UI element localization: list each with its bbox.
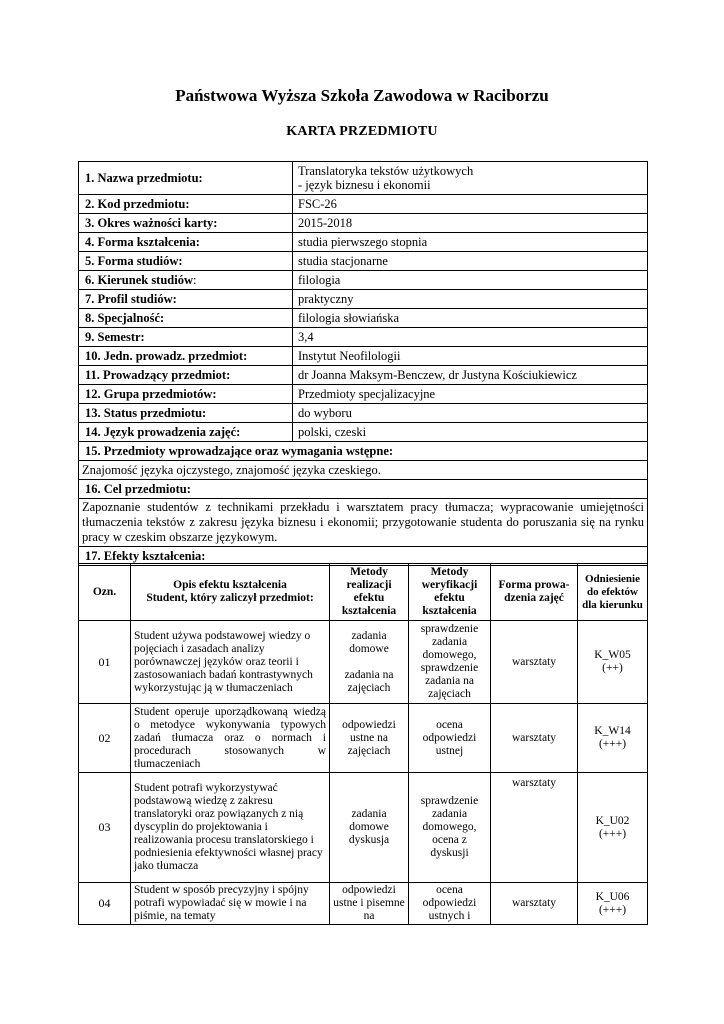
info-label: [79, 271, 293, 290]
info-value: do wyboru: [293, 404, 648, 423]
col-opis-line2: Student, który zaliczył przedmiot:: [146, 592, 314, 604]
effect-odniesienie: [578, 704, 648, 773]
info-label: 7. Profil studiów:: [79, 290, 293, 309]
effect-odniesienie: [578, 621, 648, 704]
info-label: 2. Kod przedmiotu:: [79, 195, 293, 214]
effect-weryfikacja: sprawdzenie zadania domowego, sprawdzenie zadania na zajęciach: [409, 621, 491, 704]
course-name-line2: - język biznesu i ekonomii: [298, 178, 431, 192]
info-label: 1. Nazwa przedmiotu:: [79, 162, 293, 195]
goal-heading: 16. Cel przedmiotu:: [79, 480, 648, 499]
effect-opis: Student potrafi wykorzystywać podstawową wiedzę z zakresu translatoryki oraz powiązanych z nią dyscyplin do projektowania i realizowania procesu translatorskiego i podniesienia efektywności własnej pracy jako tłumacza: [131, 773, 330, 883]
info-label: 4. Forma kształcenia:: [79, 233, 293, 252]
goal-heading-row: [79, 480, 648, 499]
info-row: [79, 385, 648, 404]
effect-opis: Student operuje uporządkowaną wiedzą o metodyce wykonywania typowych zadań tłumacza oraz o normach i procedurach stosowanych w tłumaczeniach: [131, 704, 330, 773]
info-value: filologia słowiańska: [293, 309, 648, 328]
effect-realizacja: zadania domowe dyskusja: [330, 773, 409, 883]
info-value: studia pierwszego stopnia: [293, 233, 648, 252]
info-row-name: [79, 162, 648, 195]
info-row: [79, 252, 648, 271]
effect-ozn: 03: [79, 773, 131, 883]
info-label: 11. Prowadzący przedmiot:: [79, 366, 293, 385]
col-odniesienie: Odniesienie do efektów dla kierunku: [578, 564, 648, 621]
info-row: [79, 366, 648, 385]
effect-odn-code: K_W05: [594, 649, 631, 661]
effects-header-row: [79, 564, 648, 621]
effect-row: [79, 773, 648, 883]
effect-weryfikacja: ocena odpowiedzi ustnych i: [409, 883, 491, 925]
institution-name: Państwowa Wyższa Szkoła Zawodowa w Raciborzu: [175, 86, 549, 105]
info-row: [79, 195, 648, 214]
info-row: [79, 233, 648, 252]
effect-forma: warsztaty: [491, 773, 578, 883]
prereq-heading-row: [79, 442, 648, 461]
prereq-text-row: [79, 461, 648, 480]
info-value: FSC-26: [293, 195, 648, 214]
info-value: Instytut Neofilologii: [293, 347, 648, 366]
effect-realizacja: zadania domowe zadania na zajęciach: [330, 621, 409, 704]
info-label: 8. Specjalność:: [79, 309, 293, 328]
effect-odn-code: K_W14: [594, 725, 631, 737]
goal-text-row: [79, 499, 648, 547]
col-forma: Forma prowa-dzenia zajęć: [491, 564, 578, 621]
info-value: polski, czeski: [293, 423, 648, 442]
effect-opis: Student w sposób precyzyjny i spójny potrafi wypowiadać się w mowie i na piśmie, na tematy: [131, 883, 330, 925]
info-label: 12. Grupa przedmiotów:: [79, 385, 293, 404]
course-name-line1: Translatoryka tekstów użytkowych: [298, 164, 474, 178]
effects-table: [78, 563, 648, 925]
effect-ozn: 02: [79, 704, 131, 773]
document-title: KARTA PRZEDMIOTU: [286, 124, 438, 139]
info-value: 2015-2018: [293, 214, 648, 233]
info-row: [79, 423, 648, 442]
effect-weryfikacja: ocena odpowiedzi ustnej: [409, 704, 491, 773]
effect-odniesienie: [578, 883, 648, 925]
info-row: [79, 404, 648, 423]
effect-forma: warsztaty: [491, 883, 578, 925]
info-label-suffix: :: [193, 273, 197, 287]
effect-forma: warsztaty: [491, 621, 578, 704]
effect-odn-code: K_U06: [595, 890, 630, 903]
info-label: 14. Język prowadzenia zajęć:: [79, 423, 293, 442]
effect-odn-level: (+++): [598, 903, 627, 916]
info-value: dr Joanna Maksym-Benczew, dr Justyna Kościukiewicz: [293, 366, 648, 385]
effect-odniesienie: [578, 773, 648, 883]
info-value: praktyczny: [293, 290, 648, 309]
prereq-heading: 15. Przedmioty wprowadzające oraz wymagania wstępne:: [79, 442, 648, 461]
info-row: [79, 214, 648, 233]
effect-odn-level: (+++): [598, 827, 627, 840]
info-label: 3. Okres ważności karty:: [79, 214, 293, 233]
effect-odn-code: K_U02: [595, 814, 630, 827]
effect-odn-level: (++): [602, 662, 623, 674]
effects-heading: 17. Efekty kształcenia:: [79, 547, 648, 566]
col-metody-realizacji: Metody realizacji efektu kształcenia: [330, 564, 409, 621]
info-label-text: 6. Kierunek studiów: [85, 273, 194, 287]
info-row: [79, 290, 648, 309]
info-label: 13. Status przedmiotu:: [79, 404, 293, 423]
effect-realizacja: odpowiedzi ustne i pisemne na: [330, 883, 409, 925]
effect-ozn: 01: [79, 621, 131, 704]
effect-forma: warsztaty: [491, 704, 578, 773]
info-row: [79, 271, 648, 290]
info-label: 10. Jedn. prowadz. przedmiot:: [79, 347, 293, 366]
col-opis-line1: Opis efektu kształcenia: [173, 579, 287, 591]
effect-odn-level: (+++): [598, 738, 627, 750]
col-metody-weryfikacji: Metody weryfikacji efektu kształcenia: [409, 564, 491, 621]
effect-realizacja: odpowiedzi ustne na zajęciach: [330, 704, 409, 773]
effect-weryfikacja: sprawdzenie zadania domowego, ocena z dyskusji: [409, 773, 491, 883]
effect-row: [79, 883, 648, 925]
info-value: Przedmioty specjalizacyjne: [293, 385, 648, 404]
col-opis: [131, 564, 330, 621]
prereq-text: Znajomość języka ojczystego, znajomość języka czeskiego.: [79, 461, 648, 480]
info-label: 5. Forma studiów:: [79, 252, 293, 271]
info-row: [79, 309, 648, 328]
info-row: [79, 347, 648, 366]
info-row: [79, 328, 648, 347]
info-value: studia stacjonarne: [293, 252, 648, 271]
info-value: 3,4: [293, 328, 648, 347]
effect-ozn: 04: [79, 883, 131, 925]
col-ozn: Ozn.: [79, 564, 131, 621]
info-value: [293, 162, 648, 195]
effect-opis: Student używa podstawowej wiedzy o pojęciach i zasadach analizy porównawczej języków oraz teorii i zastosowaniach badań kontrastywnych wykorzystując ją w tłumaczeniach: [131, 621, 330, 704]
goal-text: Zapoznanie studentów z technikami przekładu i warsztatem pracy tłumacza; wypracowanie umiejętności tłumaczenia tekstów z zakresu języka biznesu i ekonomii; przygotowanie studenta do poruszania się na rynku pracy w czeskim obszarze językowym.: [79, 499, 648, 547]
effect-row: [79, 704, 648, 773]
course-info-table: [78, 161, 648, 566]
info-value: filologia: [293, 271, 648, 290]
effect-row: [79, 621, 648, 704]
info-label: 9. Semestr:: [79, 328, 293, 347]
